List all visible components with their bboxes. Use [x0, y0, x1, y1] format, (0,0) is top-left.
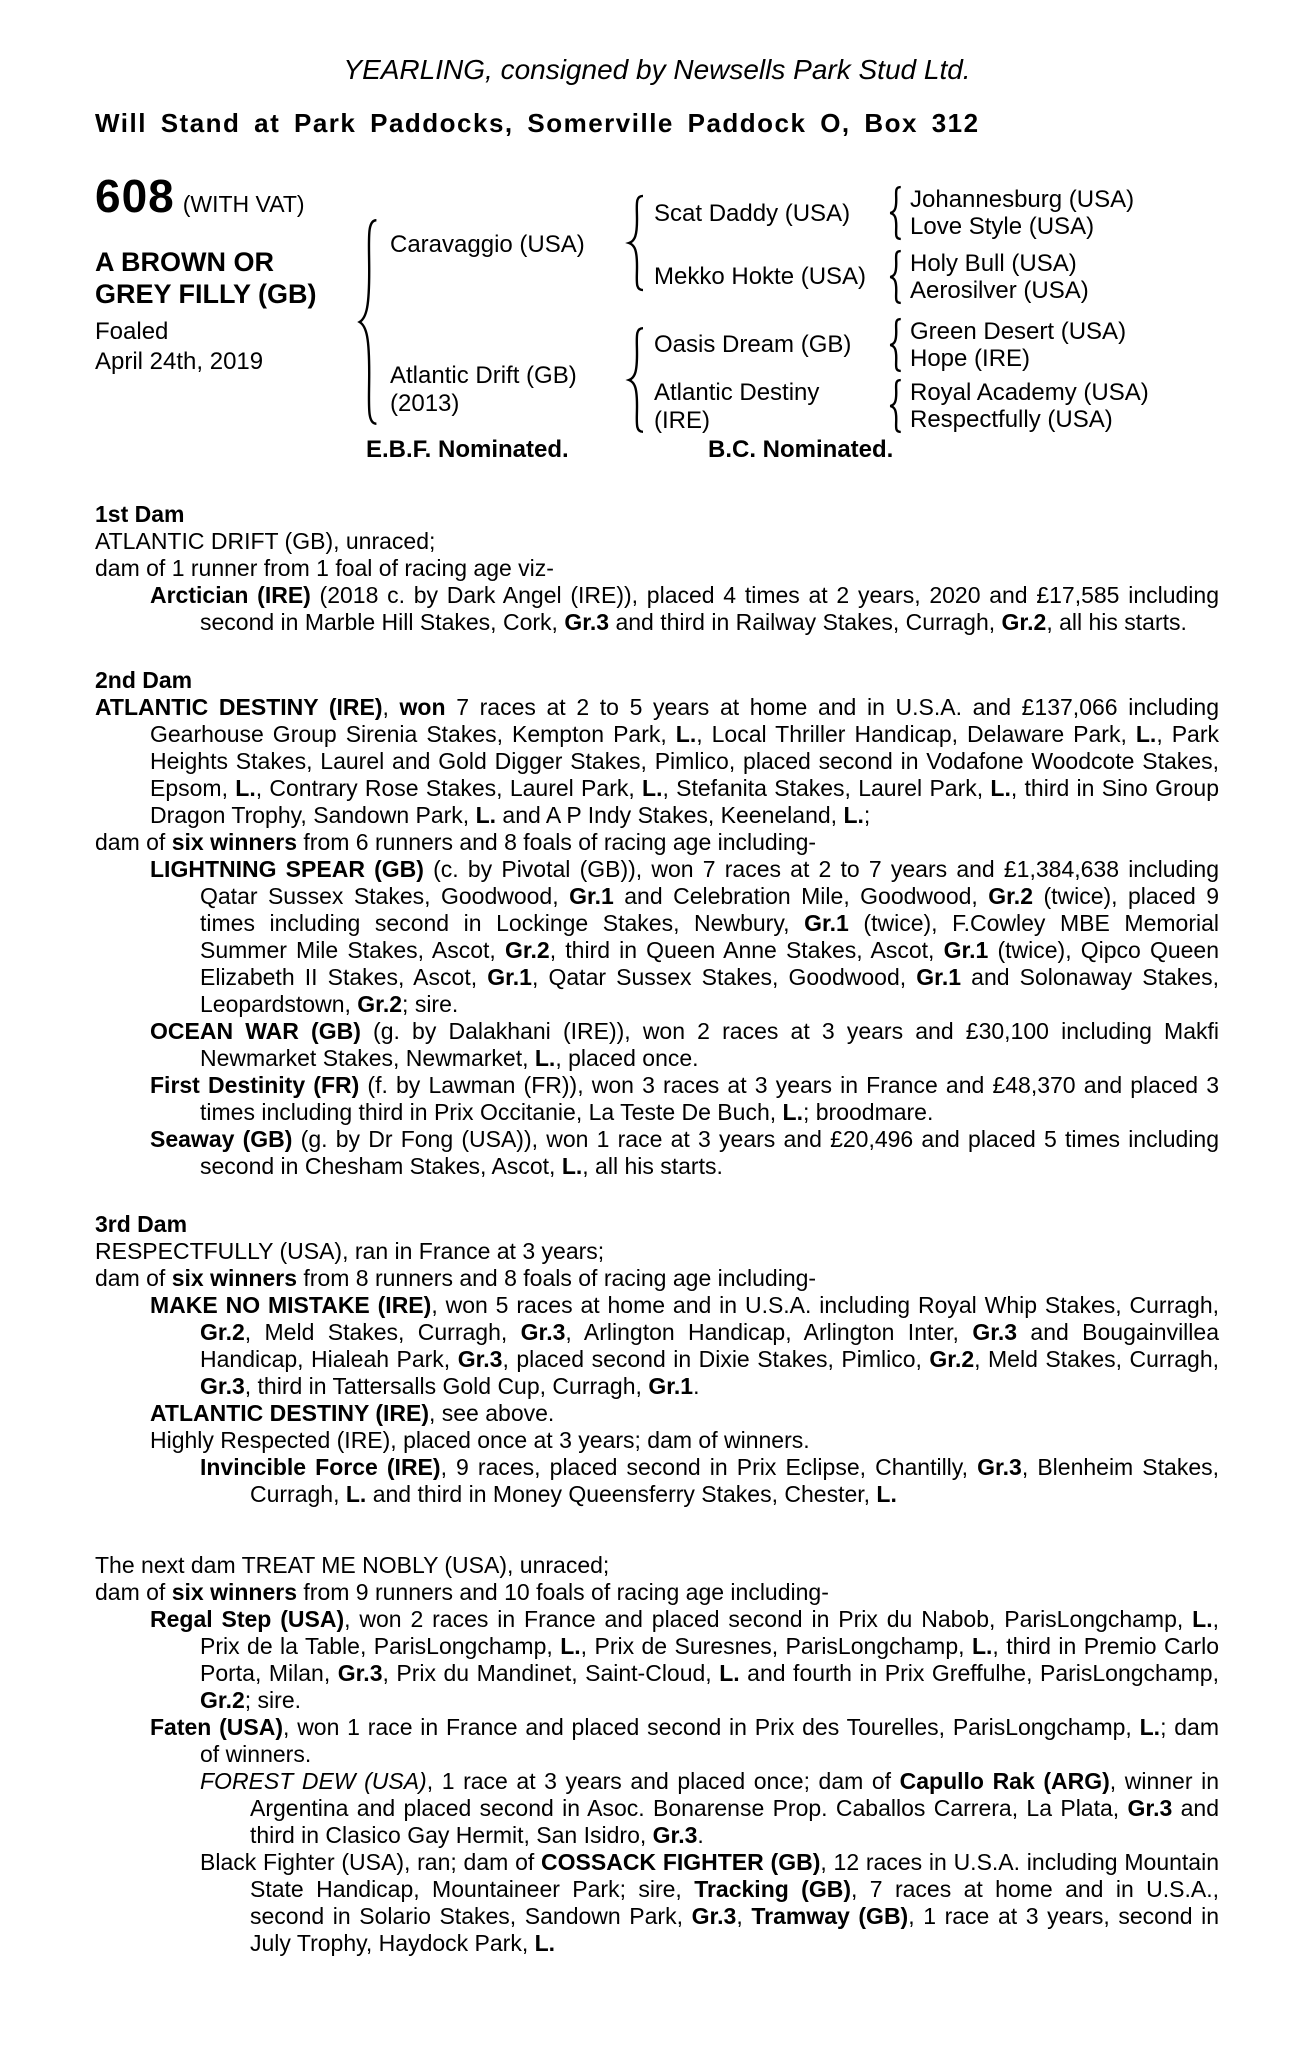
- catalog-paragraph: dam of six winners from 6 runners and 8 foals of racing age including-: [95, 829, 817, 855]
- lot-number: 608: [95, 170, 175, 222]
- pedigree-gg-1b: Love Style (USA): [910, 213, 1095, 240]
- catalog-paragraph: LIGHTNING SPEAR (GB) (c. by Pivotal (GB)), won 7 races at 2 to 7 years and £1,384,638 including Qatar Sussex Stakes, Goodwood, Gr.1 and Celebration Mile, Goodwood, Gr.2 (twice), placed 9 times including second in Lockinge Stakes, Newbury, Gr.1 (twice), F.Cowley MBE Memorial Summer Mile Stakes, Ascot, Gr.2, third in Queen Anne Stakes, Ascot, Gr.1 (twice), Qipco Queen Elizabeth II Stakes, Ascot, Gr.1, Qatar Sussex Stakes, Goodwood, Gr.1 and Solonaway Stakes, Leopardstown, Gr.2; sire.: [150, 856, 1219, 1017]
- catalog-paragraph: Arctician (IRE) (2018 c. by Dark Angel (IRE)), placed 4 times at 2 years, 2020 and £17,585 including second in Marble Hill Stakes, Cork, Gr.3 and third in Railway Stakes, Curragh, Gr.2, all his starts.: [150, 582, 1219, 635]
- catalog-paragraph: FOREST DEW (USA), 1 race at 3 years and placed once; dam of Capullo Rak (ARG), winner in Argentina and placed second in Asoc. Bonarense Prop. Caballos Carrera, La Plata, Gr.3 and third in Clasico Gay Hermit, San Isidro, Gr.3.: [200, 1768, 1219, 1848]
- brace-icon: [888, 250, 903, 304]
- catalog-paragraph: Black Fighter (USA), ran; dam of COSSACK FIGHTER (GB), 12 races in U.S.A. including Mountain State Handicap, Mountaineer Park; sire, Tracking (GB), 7 races at home and in U.S.A., second in Solario Stakes, Sandown Park, Gr.3, Tramway (GB), 1 race at 3 years, second in July Trophy, Haydock Park, L.: [200, 1849, 1220, 1956]
- pedigree-gg-2a: Holy Bull (USA): [910, 250, 1077, 277]
- ebf-nominated-note: E.B.F. Nominated.: [366, 436, 569, 463]
- pedigree-gg-3a: Green Desert (USA): [910, 318, 1127, 345]
- dam-section-heading: 3rd Dam: [95, 1211, 188, 1237]
- pedigree-text: [95, 501, 1219, 1957]
- catalog-paragraph: Seaway (GB) (g. by Dr Fong (USA)), won 1 race at 3 years and £20,496 and placed 5 times including second in Chesham Stakes, Ascot, L., all his starts.: [150, 1126, 1219, 1179]
- pedigree-dam-sire: Oasis Dream (GB): [654, 331, 852, 358]
- catalog-paragraph: OCEAN WAR (GB) (g. by Dalakhani (IRE)), won 2 races at 3 years and £30,100 including Makfi Newmarket Stakes, Newmarket, L., placed once.: [150, 1018, 1219, 1071]
- pedigree-gg-3b: Hope (IRE): [910, 345, 1031, 372]
- section-1st-dam: [95, 501, 1219, 636]
- brace-icon: [626, 194, 646, 292]
- brace-icon: [888, 318, 903, 372]
- pedigree-dam-year: (2013): [390, 390, 460, 417]
- catalog-paragraph: ATLANTIC DRIFT (GB), unraced;: [95, 528, 436, 554]
- vat-note: (WITH VAT): [182, 191, 305, 217]
- catalog-paragraph: MAKE NO MISTAKE (IRE), won 5 races at home and in U.S.A. including Royal Whip Stakes, Curragh, Gr.2, Meld Stakes, Curragh, Gr.3, Arlington Handicap, Arlington Inter, Gr.3 and Bougainvillea Handicap, Hialeah Park, Gr.3, placed second in Dixie Stakes, Pimlico, Gr.2, Meld Stakes, Curragh, Gr.3, third in Tattersalls Gold Cup, Curragh, Gr.1.: [150, 1292, 1220, 1399]
- pedigree-gg-4a: Royal Academy (USA): [910, 379, 1149, 406]
- horse-description-line2: GREY FILLY (GB): [95, 279, 317, 309]
- pedigree-gg-2b: Aerosilver (USA): [910, 277, 1089, 304]
- pedigree-chart: [0, 170, 1314, 470]
- catalog-paragraph: First Destinity (FR) (f. by Lawman (FR)), won 3 races at 3 years in France and £48,370 and placed 3 times including third in Prix Occitanie, La Teste De Buch, L.; broodmare.: [150, 1072, 1219, 1125]
- pedigree-sire: Caravaggio (USA): [390, 231, 585, 258]
- catalog-paragraph: Invincible Force (IRE), 9 races, placed second in Prix Eclipse, Chantilly, Gr.3, Blenheim Stakes, Curragh, L. and third in Money Queensferry Stakes, Chester, L.: [200, 1454, 1220, 1507]
- catalog-paragraph: Highly Respected (IRE), placed once at 3 years; dam of winners.: [150, 1427, 810, 1453]
- foaled-date: April 24th, 2019: [95, 348, 264, 375]
- pedigree-gg-4b: Respectfully (USA): [910, 406, 1113, 433]
- catalog-paragraph: The next dam TREAT ME NOBLY (USA), unraced;: [95, 1552, 610, 1578]
- brace-icon: [888, 379, 903, 433]
- dam-section-heading: 2nd Dam: [95, 667, 193, 693]
- catalog-paragraph: ATLANTIC DESTINY (IRE), won 7 races at 2 to 5 years at home and in U.S.A. and £137,066 including Gearhouse Group Sirenia Stakes, Kempton Park, L., Local Thriller Handicap, Delaware Park, L., Park Heights Stakes, Laurel and Gold Digger Stakes, Pimlico, placed second in Vodafone Woodcote Stakes, Epsom, L., Contrary Rose Stakes, Laurel Park, L., Stefanita Stakes, Laurel Park, L., third in Sino Group Dragon Trophy, Sandown Park, L. and A P Indy Stakes, Keeneland, L.;: [95, 694, 1220, 828]
- catalog-paragraph: Faten (USA), won 1 race in France and placed second in Prix des Tourelles, ParisLongchamp, L.; dam of winners.: [150, 1714, 1219, 1767]
- brace-icon: [626, 326, 646, 434]
- stand-location-line: Will Stand at Park Paddocks, Somerville Paddock O, Box 312: [95, 108, 980, 138]
- catalog-paragraph: dam of six winners from 8 runners and 8 foals of racing age including-: [95, 1265, 817, 1291]
- catalogue-page: [0, 54, 1314, 2054]
- pedigree-sire-dam: Mekko Hokte (USA): [654, 263, 867, 290]
- brace-icon: [888, 186, 903, 240]
- catalog-paragraph: Regal Step (USA), won 2 races in France and placed second in Prix du Nabob, ParisLongchamp, L., Prix de la Table, ParisLongchamp, L., Prix de Suresnes, ParisLongchamp, L., third in Premio Carlo Porta, Milan, Gr.3, Prix du Mandinet, Saint-Cloud, L. and fourth in Prix Greffulhe, ParisLongchamp, Gr.2; sire.: [150, 1606, 1219, 1713]
- pedigree-sire-sire: Scat Daddy (USA): [654, 200, 851, 227]
- catalog-paragraph: dam of six winners from 9 runners and 10 foals of racing age including-: [95, 1579, 829, 1605]
- horse-description-line1: A BROWN OR: [95, 247, 274, 277]
- lot-header: [95, 170, 305, 222]
- foaled-label: Foaled: [95, 318, 169, 345]
- consignor-line: YEARLING, consigned by Newsells Park Stud Ltd.: [343, 54, 971, 85]
- pedigree-dam-dam-line2: (IRE): [654, 407, 710, 434]
- catalog-paragraph: dam of 1 runner from 1 foal of racing age viz-: [95, 555, 554, 581]
- pedigree-dam: Atlantic Drift (GB): [390, 362, 577, 389]
- brace-icon: [356, 216, 380, 428]
- section-2nd-dam: [95, 667, 1219, 1180]
- bc-nominated-note: B.C. Nominated.: [708, 436, 894, 463]
- section-3rd-dam: [95, 1211, 1219, 1508]
- dam-section-heading: 1st Dam: [95, 501, 185, 527]
- pedigree-gg-1a: Johannesburg (USA): [910, 186, 1135, 213]
- section-next-dam: [95, 1552, 1219, 1957]
- catalog-paragraph: RESPECTFULLY (USA), ran in France at 3 years;: [95, 1238, 605, 1264]
- catalog-paragraph: ATLANTIC DESTINY (IRE), see above.: [150, 1400, 555, 1426]
- pedigree-dam-dam-line1: Atlantic Destiny: [654, 379, 820, 406]
